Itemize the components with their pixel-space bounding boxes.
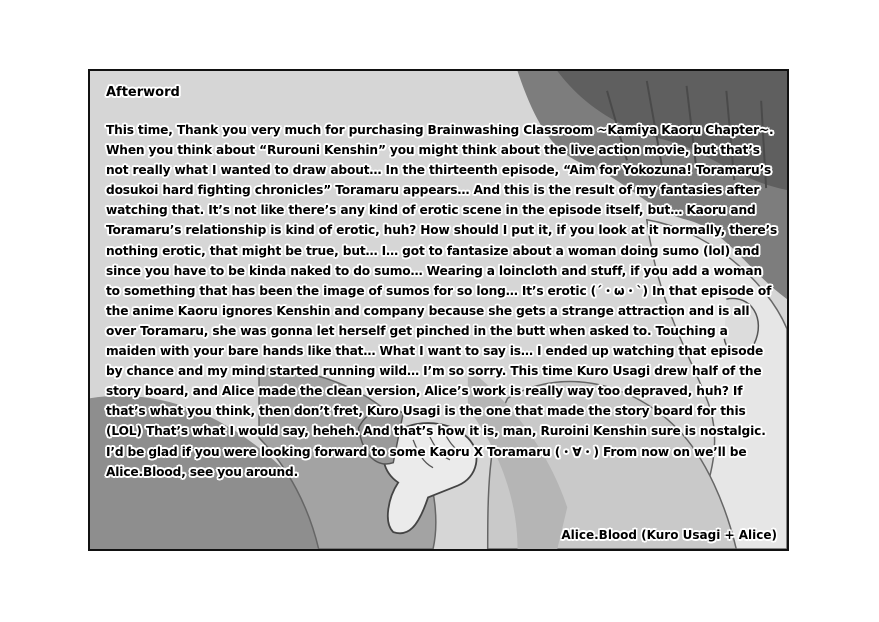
afterword-panel — [88, 69, 789, 551]
afterword-heading: Afterword — [106, 85, 180, 100]
author-signature: Alice.Blood (Kuro Usagi + Alice) — [561, 528, 777, 542]
afterword-body: This time, Thank you very much for purchasing Brainwashing Classroom ~Kamiya Kaoru Chapter~. When you think about “Rurouni Kenshin” you might think about the live action movie, but that’s not really what I wanted to draw about… In the thirteenth episode, “Aim for Yokozuna! Toramaru’s dosukoi hard fighting chronicles” Toramaru appears… And this is the result of my fantasies after watching that. It’s not like there’s any kind of erotic scene in the episode itself, but… Kaoru and Toramaru’s relationship is kind of erotic, huh? How should I put it, if you look at it normally, there’s nothing erotic, that might be true, but… I… got to fantasize about a woman doing sumo (lol) and since you have to be kinda naked to do sumo… Wearing a loincloth and stuff, if you add a woman to something that has been the image of sumos for so long… It’s erotic (´・ω・`) In that episode of the anime Kaoru ignores Kenshin and company because she gets a strange attraction and is all over Toramaru, she was gonna let herself get pinched in the butt when asked to. Touching a maiden with your bare hands like that… What I want to say is… I ended up watching that episode by chance and my mind started running wild… I’m so sorry. This time Kuro Usagi drew half of the story board, and Alice made the clean version, Alice’s work is really way too depraved, huh? If that’s what you think, then don’t fret, Kuro Usagi is the one that made the story board for this (LOL) That’s what I would say, heheh. And that’s how it is, man, Ruroini Kenshin sure is nostalgic. I’d be glad if you were looking forward to some Kaoru X Toramaru (・∀・) From now on we’ll be Alice.Blood, see you around. — [106, 123, 778, 479]
